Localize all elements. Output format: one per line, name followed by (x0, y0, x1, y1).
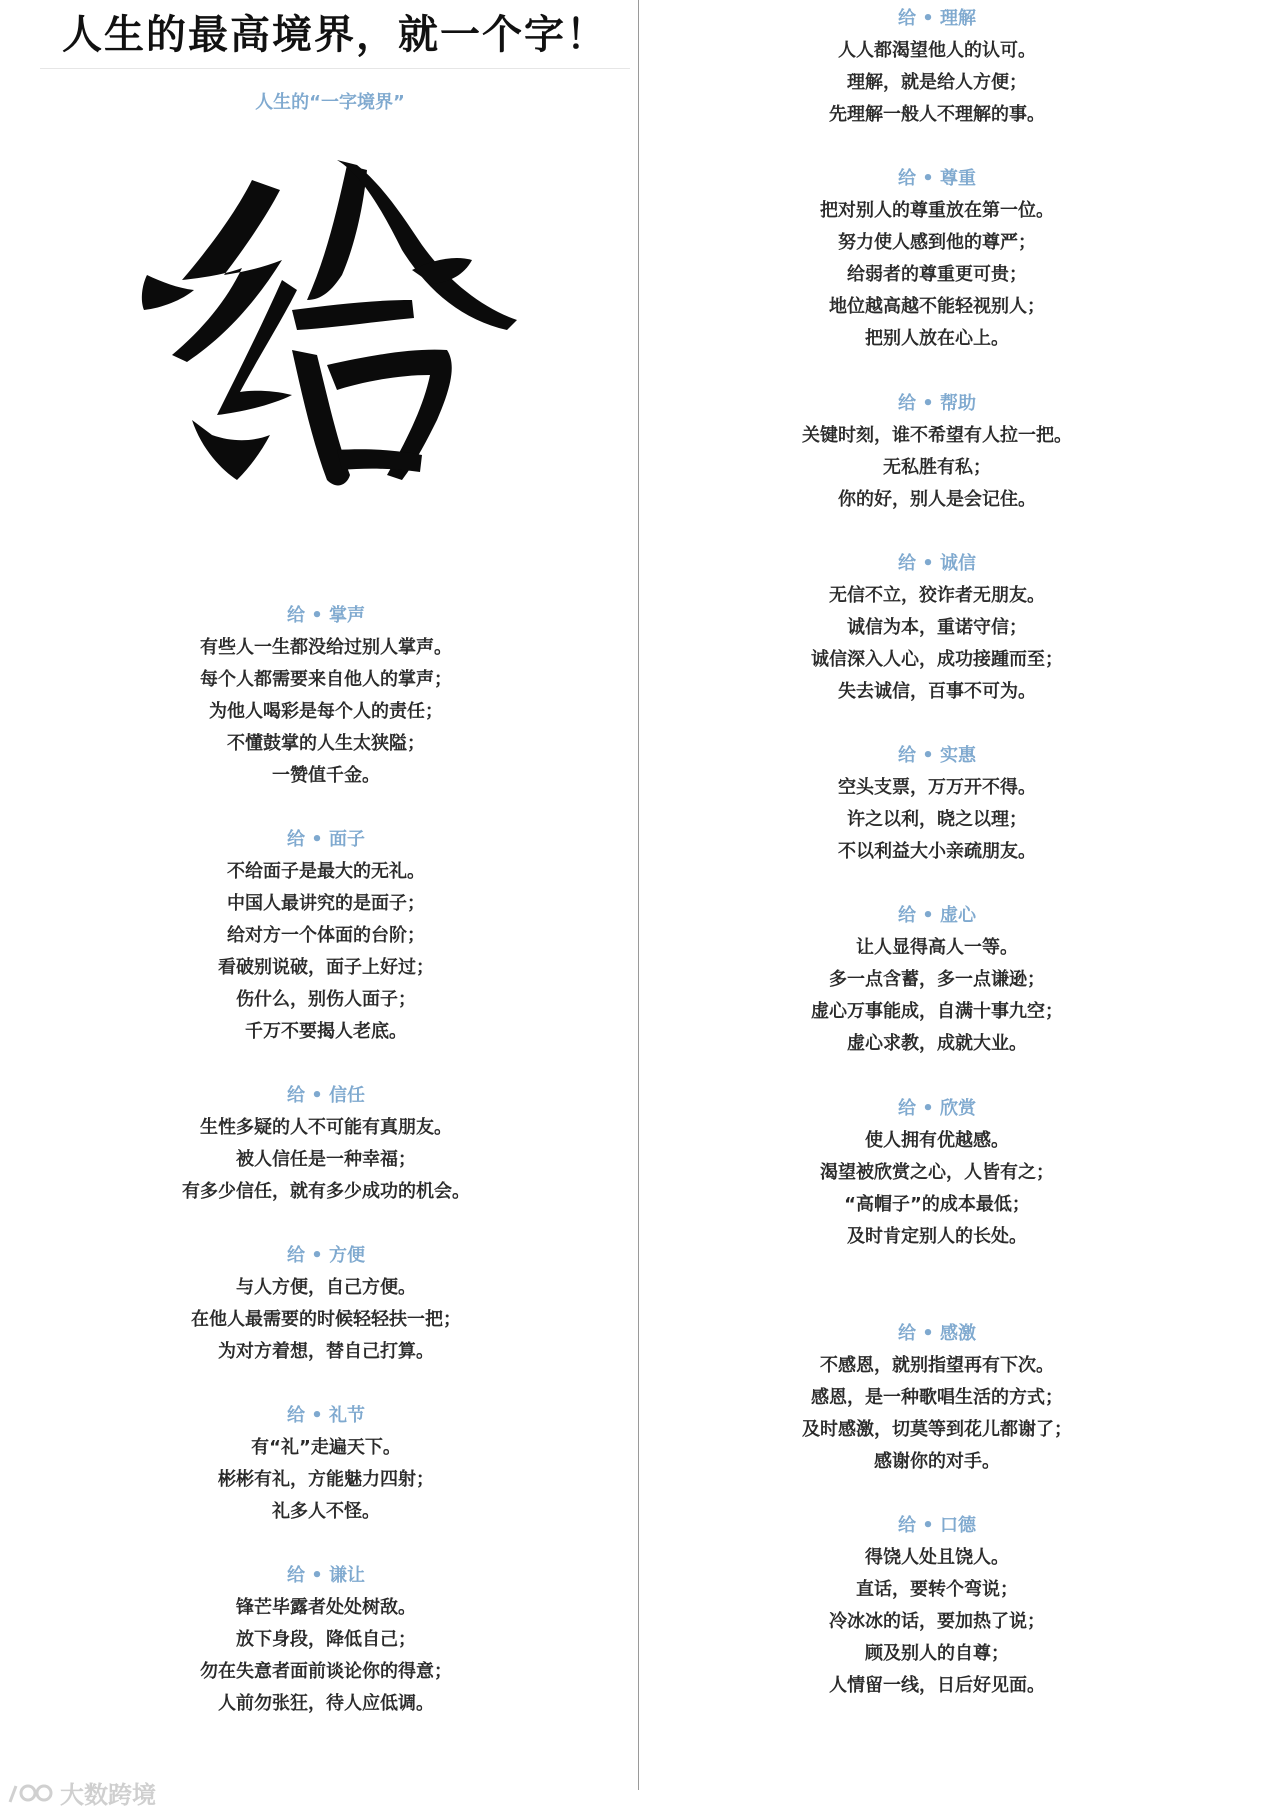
page-title: 人生的最高境界，就一个字！ (62, 11, 608, 58)
section-heading: 给 • 口德 (897, 1515, 977, 1536)
section-line: 及时感激，切莫等到花儿都谢了； (802, 1419, 1072, 1440)
section-heading: 给 • 谦让 (286, 1565, 366, 1586)
section-line: 感恩，是一种歌唱生活的方式； (811, 1387, 1063, 1408)
section-respect (652, 163, 1222, 355)
section-line: 渴望被欣赏之心，人皆有之； (820, 1162, 1054, 1183)
section-line: 千万不要揭人老底。 (245, 1021, 407, 1042)
section-line: 不给面子是最大的无礼。 (227, 861, 425, 882)
section-trust (40, 1080, 612, 1208)
section-line: 把别人放在心上。 (865, 328, 1009, 349)
section-line: 为对方着想，替自己打算。 (218, 1341, 434, 1362)
section-line: 感谢你的对手。 (874, 1451, 1000, 1472)
section-line: “高帽子”的成本最低； (844, 1194, 1030, 1215)
section-line: 虚心万事能成，自满十事九空； (811, 1001, 1063, 1022)
section-heading: 给 • 虚心 (897, 905, 977, 926)
section-line: 中国人最讲究的是面子； (227, 893, 425, 914)
title-divider (40, 68, 630, 69)
section-line: 不以利益大小亲疏朋友。 (838, 841, 1036, 862)
section-line: 人人都渴望他人的认可。 (838, 40, 1036, 61)
section-line: 有多少信任，就有多少成功的机会。 (182, 1181, 470, 1202)
section-heading: 给 • 帮助 (897, 393, 977, 414)
section-modesty (40, 1560, 612, 1720)
section-line: 不懂鼓掌的人生太狭隘； (227, 733, 425, 754)
section-line: 给弱者的尊重更可贵； (847, 264, 1027, 285)
section-line: 人前勿张狂，待人应低调。 (218, 1693, 434, 1714)
section-help (652, 388, 1222, 516)
section-heading: 给 • 诚信 (897, 553, 977, 574)
section-line: 有些人一生都没给过别人掌声。 (200, 637, 452, 658)
section-line: 及时肯定别人的长处。 (847, 1226, 1027, 1247)
section-benefit (652, 740, 1222, 868)
section-heading: 给 • 尊重 (897, 168, 977, 189)
section-convenience (40, 1240, 612, 1368)
section-appreciation (652, 1093, 1222, 1253)
section-humility (652, 900, 1222, 1060)
section-line: 在他人最需要的时候轻轻扶一把； (191, 1309, 461, 1330)
section-heading: 给 • 信任 (286, 1085, 366, 1106)
section-line: 放下身段，降低自己； (236, 1629, 416, 1650)
section-line: 人情留一线，日后好见面。 (829, 1675, 1045, 1696)
section-line: 关键时刻，谁不希望有人拉一把。 (802, 425, 1072, 446)
section-line: 勿在失意者面前谈论你的得意； (200, 1661, 452, 1682)
section-line: 先理解一般人不理解的事。 (829, 104, 1045, 125)
section-line: 无私胜有私； (883, 457, 991, 478)
section-line: 失去诚信，百事不可为。 (838, 681, 1036, 702)
section-line: 锋芒毕露者处处树敌。 (236, 1597, 416, 1618)
section-understanding (652, 3, 1222, 131)
section-line: 给对方一个体面的台阶； (227, 925, 425, 946)
section-heading: 给 • 欣赏 (897, 1098, 977, 1119)
section-line: 直话，要转个弯说； (856, 1579, 1018, 1600)
section-heading: 给 • 面子 (286, 829, 366, 850)
section-line: 努力使人感到他的尊严； (838, 232, 1036, 253)
section-line: 看破别说破，面子上好过； (218, 957, 434, 978)
column-divider (638, 0, 639, 1790)
section-line: 彬彬有礼，方能魅力四射； (218, 1469, 434, 1490)
section-etiquette (40, 1400, 612, 1528)
section-line: 空头支票，万万开不得。 (838, 777, 1036, 798)
section-line: 有“礼”走遍天下。 (251, 1437, 401, 1458)
section-line: 冷冰冰的话，要加热了说； (829, 1611, 1045, 1632)
section-line: 多一点含蓄，多一点谦逊； (829, 969, 1045, 990)
section-heading: 给 • 方便 (286, 1245, 366, 1266)
section-face (40, 824, 612, 1048)
watermark (6, 1775, 156, 1810)
section-line: 地位越高越不能轻视别人； (829, 296, 1045, 317)
section-line: 你的好，别人是会记住。 (838, 489, 1036, 510)
section-line: 被人信任是一种幸福； (236, 1149, 416, 1170)
watermark-text: 大数跨境 (60, 1781, 156, 1809)
section-heading: 给 • 感激 (897, 1323, 977, 1344)
section-line: 把对别人的尊重放在第一位。 (820, 200, 1054, 221)
section-line: 诚信深入人心，成功接踵而至； (811, 649, 1063, 670)
section-line: 顾及别人的自尊； (865, 1643, 1009, 1664)
section-line: 生性多疑的人不可能有真朋友。 (200, 1117, 452, 1138)
section-line: 与人方便，自己方便。 (236, 1277, 416, 1298)
section-line: 诚信为本，重诺守信； (847, 617, 1027, 638)
section-gratitude (652, 1318, 1222, 1478)
section-line: 礼多人不怪。 (272, 1501, 380, 1522)
calligraphy-gei-image (132, 150, 552, 540)
section-line: 一赞值千金。 (272, 765, 380, 786)
section-line: 每个人都需要来自他人的掌声； (200, 669, 452, 690)
section-line: 使人拥有优越感。 (865, 1130, 1009, 1151)
section-line: 得饶人处且饶人。 (865, 1547, 1009, 1568)
section-line: 无信不立，狡诈者无朋友。 (829, 585, 1045, 606)
section-line: 虚心求教，成就大业。 (847, 1033, 1027, 1054)
section-line: 理解，就是给人方便； (847, 72, 1027, 93)
section-integrity (652, 548, 1222, 708)
section-kind-speech (652, 1510, 1222, 1702)
section-line: 让人显得高人一等。 (856, 937, 1018, 958)
section-line: 不感恩，就别指望再有下次。 (820, 1355, 1054, 1376)
section-line: 为他人喝彩是每个人的责任； (209, 701, 443, 722)
section-line: 许之以利，晓之以理； (847, 809, 1027, 830)
section-line: 伤什么，别伤人面子； (236, 989, 416, 1010)
subtitle: 人生的“一字境界” (255, 92, 405, 113)
section-heading: 给 • 掌声 (286, 605, 366, 626)
section-applause (40, 600, 612, 792)
section-heading: 给 • 实惠 (897, 745, 977, 766)
section-heading: 给 • 礼节 (286, 1405, 366, 1426)
daishu-logo-icon (6, 1780, 56, 1806)
section-heading: 给 • 理解 (897, 8, 977, 29)
